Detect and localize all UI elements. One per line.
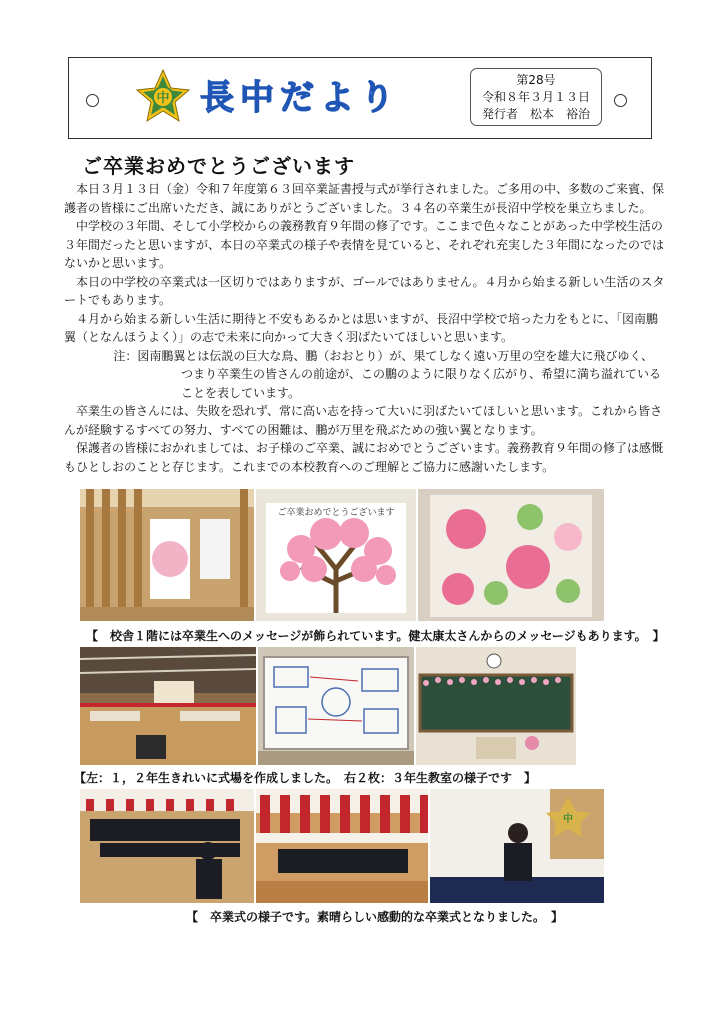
photo-graduation-ceremony [256, 789, 428, 903]
note-line-2: つまり卒業生の皆さんの前途が、この鵬のように限りなく広がり、希望に満ち溢れていることを表しています。 [181, 367, 662, 400]
photo-graduate-speech [430, 789, 604, 903]
logo-glyph: 中 [156, 91, 170, 106]
caption-row-1: 【 校舎１階には卒業生へのメッセージが飾られています。健太康太さんからのメッセージもあります。 】 [86, 629, 665, 643]
newsletter-name: 長中だより [200, 78, 400, 118]
paragraph-4: ４月から始まる新しい生活に期待と不安もあるかとは思いますが、長沼中学校で培った力をもとに、「図南鵬翼（となんほうよく）」の志で未来に向かって大きく羽ばたいてほしいと思います。 [64, 311, 659, 344]
caption-row-3: 【 卒業式の様子です。素晴らしい感動的な卒業式となりました。 】 [186, 910, 564, 924]
photo-students-seated [80, 789, 254, 903]
school-logo-icon [135, 68, 191, 124]
paragraph-5: 卒業生の皆さんには、失敗を恐れず、常に高い志を持って大いに羽ばたいてほしいと思います。これから皆さんが経験するすべての努力、すべての困難は、鵬が万里を飛ぶための強い翼となります。 [64, 404, 663, 437]
banner-glyph: 中 [563, 814, 573, 825]
note-line-1: 注：図南鵬翼とは伝説の巨大な鳥、鵬（おおとり）が、果てしなく遠い万里の空を雄大に飛びゆく、 [113, 348, 654, 363]
photo-flower-messages [418, 489, 604, 621]
left-ring-decoration [86, 94, 99, 107]
photo-hallway-message [80, 489, 254, 621]
photo-classroom-whiteboard [258, 647, 414, 765]
article-title: ご卒業おめでとうございます [82, 154, 355, 178]
paragraph-2: 中学校の３年間、そして小学校からの義務教育９年間の修了です。ここまで色々なことがあった中学校生活の３年間だったと思いますが、本日の卒業式の様子や表情を見ていると、それぞれ充実した３年間になったのではないかと思います。 [64, 219, 665, 270]
issue-info-box [470, 68, 602, 126]
board-heading: ご卒業おめでとうございます [277, 508, 395, 518]
right-ring-decoration [614, 94, 627, 107]
issue-date: 令和８年３月１３日 [481, 90, 590, 104]
photo-cherry-message-board [256, 489, 416, 621]
paragraph-6: 保護者の皆様におかれましては、お子様のご卒業、誠におめでとうございます。義務教育９年間の修了は感慨もひとしおのことと存じます。これまでの本校教育へのご理解とご協力に感謝いたします。 [64, 441, 664, 474]
photo-classroom-blackboard [416, 647, 576, 765]
paragraph-1: 本日３月１３日（金）令和７年度第６３回卒業証書授与式が挙行されました。ご多用の中、多数のご来賓、保護者の皆様にご出席いただき、誠にありがとうございました。３４名の卒業生が長沼中学校を巣立ちました。 [64, 182, 665, 215]
article-body [64, 180, 668, 476]
issue-publisher: 発行者 松本 裕治 [481, 107, 590, 121]
issue-number: 第28号 [516, 73, 556, 87]
photo-gym-ceremony-hall [80, 647, 256, 765]
caption-row-2: 【左：１，２年生きれいに式場を作成しました。 右２枚：３年生教室の様子です 】 [74, 771, 537, 785]
paragraph-3: 本日の中学校の卒業式は一区切りではありますが、ゴールではありません。４月から始まる新しい生活のスタートでもあります。 [64, 274, 665, 307]
